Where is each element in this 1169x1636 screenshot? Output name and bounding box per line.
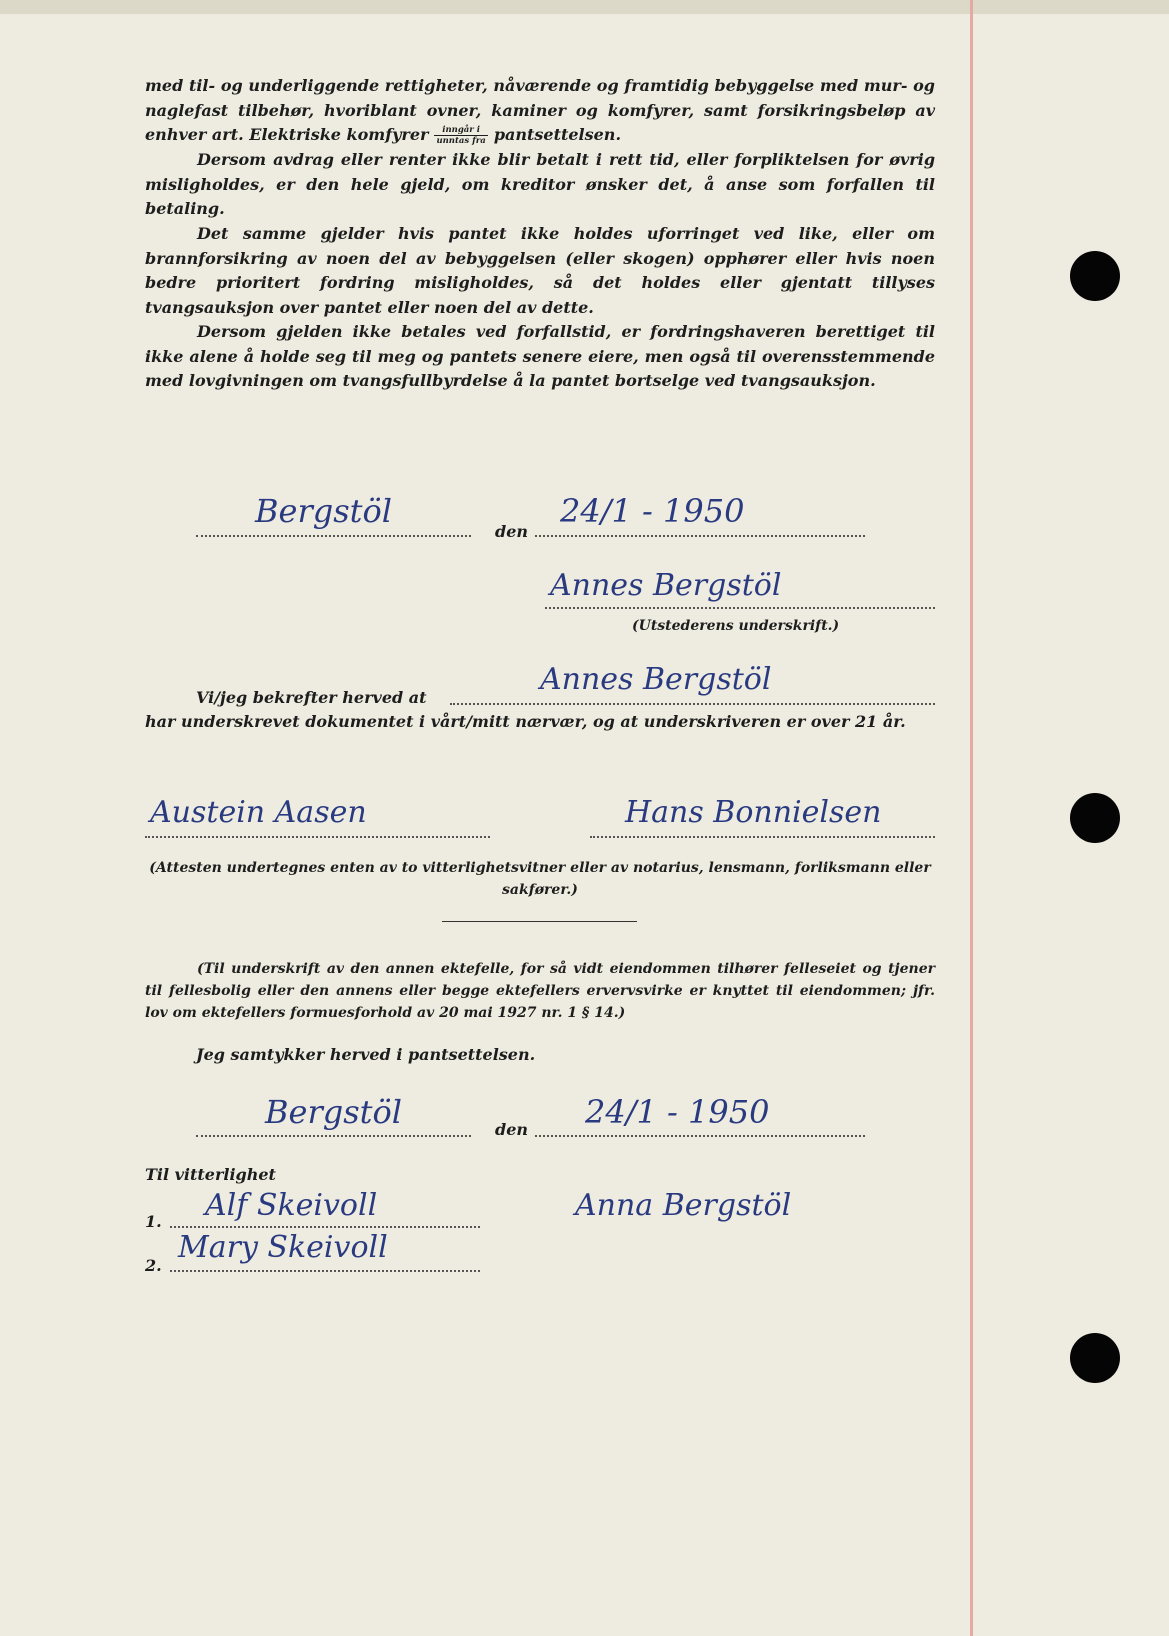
consent-text: Jeg samtykker herved i pantsettelsen. [196, 1045, 536, 1064]
spouse-witness2-line [170, 1270, 480, 1272]
spouse-date-line [535, 1135, 865, 1137]
spouse-den-label: den [495, 1120, 528, 1139]
den-label: den [495, 522, 528, 541]
spouse-witness1-line [170, 1226, 480, 1228]
witness1-signature: Austein Aasen [150, 795, 367, 830]
spouse-note: (Til underskrift av den annen ektefelle, for så vidt eiendommen tilhører felleseiet og tjener til fellesbolig eller den annens eller begge ektefellers ervervsvirke er knyttet til eiendommen; jfr. lov om ektefellers formuesforhold av 20 mai 1927 nr. 1 § 14.) [145, 961, 935, 1021]
date-dotted-line [535, 535, 865, 537]
punch-hole-middle [1070, 793, 1120, 843]
spouse-signature: Anna Bergstöl [575, 1188, 792, 1223]
paragraph-forced-sale: Dersom gjelden ikke betales ved forfallstid, er fordringshaveren berettiget til ikke alene å holde seg til meg og pantets senere eiere, men også til overensstemmende med lovgivningen om tvangsfullbyrdelse å la pantet bortselge ved tvangsauksjon. [145, 322, 935, 390]
witness1-line [145, 836, 490, 838]
spouse-place-line [196, 1135, 471, 1137]
witness-number-2: 2. [145, 1256, 162, 1275]
margin-line [970, 0, 973, 1636]
attest-signed-name: Annes Bergstöl [540, 662, 772, 697]
spouse-date-handwritten: 24/1 - 1950 [585, 1093, 770, 1131]
punch-hole-top [1070, 251, 1120, 301]
issuer-date-handwritten: 24/1 - 1950 [560, 492, 745, 530]
place-dotted-line [196, 535, 471, 537]
attest-continuation: har underskrevet dokumentet i vårt/mitt nærvær, og at underskriveren er over 21 år. [145, 712, 906, 731]
attest-note: (Attesten undertegnes enten av to vitterlighetsvitner eller av notarius, lensmann, forliksmann eller sakfører.) [149, 860, 931, 898]
witness2-line [590, 836, 935, 838]
issuer-place-handwritten: Bergstöl [255, 492, 393, 530]
section-divider [442, 921, 637, 922]
witness-number-1: 1. [145, 1212, 162, 1231]
issuer-signature-line [545, 607, 935, 609]
page-edge [0, 0, 1169, 14]
paragraph-property-rights: med til- og underliggende rettigheter, nåværende og framtidig bebyggelse med mur- og naglefast tilbehør, hvoriblant ovner, kaminer og komfyrer, samt forsikringsbeløp av enhver art. Elektriske komfyrer $\frac{\text{inngår i}}{\text{unntas fra}}$ pantsettelsen. [145, 76, 935, 146]
witness2-signature: Hans Bonnielsen [625, 795, 882, 830]
fraction-inngar-unntas: $\frac{\text{inngår i}}{\text{unntas fra}}$ [436, 125, 486, 146]
punch-hole-bottom [1070, 1333, 1120, 1383]
issuer-signature: Annes Bergstöl [550, 568, 782, 603]
spouse-place-handwritten: Bergstöl [265, 1093, 403, 1131]
attest-prefix: Vi/jeg bekrefter herved at [196, 688, 427, 707]
paragraph-insurance: Det samme gjelder hvis pantet ikke holdes uforringet ved like, eller om brannforsikring av noen del av bebyggelsen (eller skogen) opphører eller hvis noen bedre prioritert fordring misligholdes, så det holdes eller gjentatt tillyses tvangsauksjon over pantet eller noen del av dette. [145, 224, 935, 317]
spouse-witness1-signature: Alf Skeivoll [205, 1188, 378, 1223]
spouse-witness2-signature: Mary Skeivoll [178, 1230, 388, 1265]
issuer-caption: (Utstederens underskrift.) [632, 618, 840, 634]
attest-name-line [450, 703, 935, 705]
paragraph-default: Dersom avdrag eller renter ikke blir betalt i rett tid, eller forpliktelsen for øvrig misligholdes, er den hele gjeld, om kreditor ønsker det, å anse som forfallen til betaling. [145, 150, 935, 218]
witness-heading: Til vitterlighet [145, 1165, 276, 1184]
